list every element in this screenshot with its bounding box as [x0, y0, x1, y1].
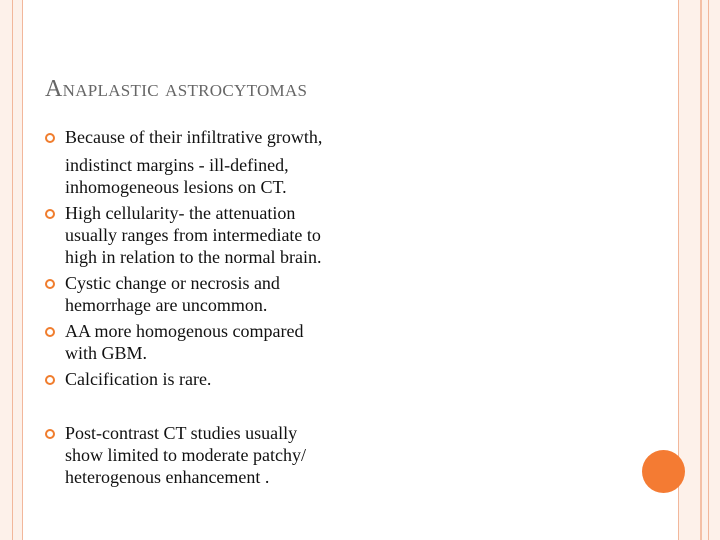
orange-circle-decoration	[642, 450, 685, 493]
bullet-line: with GBM.	[65, 343, 148, 363]
bullet-line: Cystic change or necrosis and	[65, 273, 280, 293]
right-border-outer-2	[708, 0, 709, 540]
slide-title: Anaplastic astrocytomas	[45, 76, 308, 102]
bullet-item	[45, 272, 425, 316]
bullet-item	[45, 422, 425, 488]
hollow-circle-bullet-icon	[45, 279, 55, 289]
bullet-item	[45, 368, 425, 390]
bullet-line: Post-contrast CT studies usually	[65, 423, 298, 443]
hollow-circle-bullet-icon	[45, 375, 55, 385]
hollow-circle-bullet-icon	[45, 133, 55, 143]
hollow-circle-bullet-icon	[45, 209, 55, 219]
bullet-line: inhomogeneous lesions on CT.	[65, 177, 287, 197]
bullet-line: AA more homogenous compared	[65, 321, 304, 341]
left-border-outer	[12, 0, 13, 540]
bullet-line: Because of their infiltrative growth,	[65, 127, 323, 147]
bullet-line: heterogenous enhancement .	[65, 467, 270, 487]
left-border-inner	[22, 0, 23, 540]
bullet-item	[45, 202, 425, 268]
hollow-circle-bullet-icon	[45, 327, 55, 337]
bullet-line: High cellularity- the attenuation	[65, 203, 296, 223]
bullet-line: show limited to moderate patchy/	[65, 445, 306, 465]
bullet-line: hemorrhage are uncommon.	[65, 295, 268, 315]
bullet-item	[45, 126, 425, 198]
bullet-list	[45, 126, 425, 488]
bullet-line: Calcification is rare.	[65, 369, 212, 389]
right-border-outer	[700, 0, 702, 540]
bullet-line: indistinct margins - ill-defined,	[65, 155, 289, 175]
bullet-line: high in relation to the normal brain.	[65, 247, 322, 267]
hollow-circle-bullet-icon	[45, 429, 55, 439]
bullet-line: usually ranges from intermediate to	[65, 225, 321, 245]
bullet-item	[45, 320, 425, 364]
